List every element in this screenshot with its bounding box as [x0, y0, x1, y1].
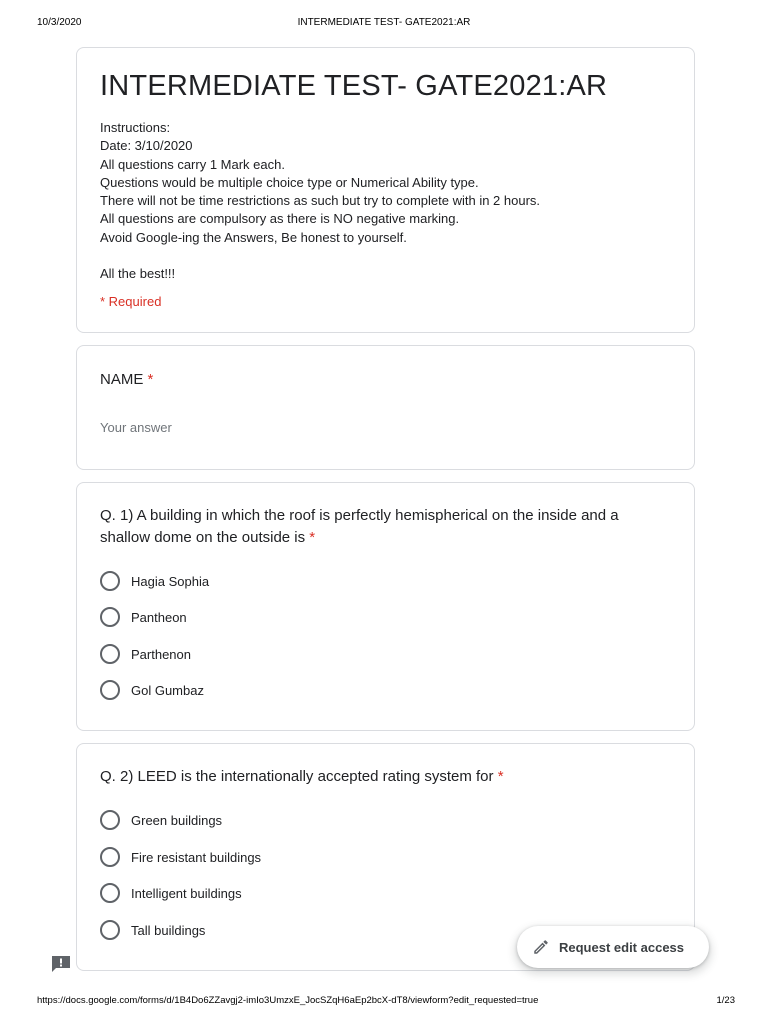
instruction-line: All the best!!! [100, 266, 176, 282]
q1-card [76, 482, 695, 731]
name-question-card [76, 345, 695, 470]
radio-button[interactable] [100, 571, 120, 591]
print-page-number: 1/23 [716, 995, 735, 1006]
form-header-card [76, 47, 695, 333]
request-edit-access-button[interactable] [517, 926, 709, 968]
question-title [100, 505, 670, 548]
instruction-line [100, 247, 540, 265]
question-text: NAME [100, 371, 144, 388]
option-label: Green buildings [131, 812, 223, 828]
instruction-line: There will not be time restrictions as such but try to complete with in 2 hours. [100, 193, 541, 209]
required-asterisk: * [497, 768, 504, 785]
form-title: INTERMEDIATE TEST- GATE2021:AR [100, 70, 608, 102]
instruction-line: Questions would be multiple choice type or Numerical Ability type. [100, 174, 479, 190]
pencil-icon [532, 938, 550, 956]
radio-button[interactable] [100, 644, 120, 664]
radio-button[interactable] [100, 810, 120, 830]
radio-button[interactable] [100, 607, 120, 627]
option-label: Parthenon [131, 646, 191, 662]
question-text: Q. 2) LEED is the internationally accepted rating system for [100, 768, 494, 785]
instruction-line: All questions carry 1 Mark each. [100, 156, 285, 172]
option-label: Intelligent buildings [131, 885, 242, 901]
instruction-line: Avoid Google-ing the Answers, Be honest to yourself. [100, 229, 407, 245]
q2-option-fire-resistant[interactable] [100, 846, 261, 868]
option-label: Tall buildings [131, 922, 206, 938]
radio-button[interactable] [100, 883, 120, 903]
radio-button[interactable] [100, 847, 120, 867]
question-text: Q. 1) A building in which the roof is perfectly hemispherical on the inside and a shallow dome on the outside is [100, 507, 619, 546]
q1-option-parthenon[interactable] [100, 643, 191, 665]
option-label: Pantheon [131, 609, 187, 625]
print-date: 10/3/2020 [37, 17, 82, 28]
q1-option-pantheon[interactable] [100, 606, 187, 628]
radio-button[interactable] [100, 920, 120, 940]
option-label: Hagia Sophia [131, 573, 210, 589]
q2-option-intelligent[interactable] [100, 882, 242, 904]
required-asterisk: * [309, 528, 316, 546]
form-instructions [100, 119, 540, 284]
print-url: https://docs.google.com/forms/d/1B4Do6ZZavgj2-imIo3UmzxE_JocSZqH6aEp2bcX-dT8/viewform?edit_requested=true [37, 995, 539, 1006]
radio-button[interactable] [100, 680, 120, 700]
required-asterisk: * [147, 371, 154, 388]
q1-option-hagia-sophia[interactable] [100, 570, 209, 592]
q1-option-gol-gumbaz[interactable] [100, 679, 204, 701]
required-note: * Required [100, 294, 162, 309]
option-label: Fire resistant buildings [131, 849, 262, 865]
instruction-line: Date: 3/10/2020 [100, 138, 193, 154]
name-answer-input[interactable]: Your answer [100, 420, 172, 435]
q2-option-green-buildings[interactable] [100, 809, 222, 831]
print-title: INTERMEDIATE TEST- GATE2021:AR [297, 17, 471, 28]
question-title [100, 369, 670, 391]
print-footer [0, 995, 768, 1009]
question-title [100, 766, 670, 788]
q2-option-tall[interactable] [100, 919, 205, 941]
instruction-line: All questions are compulsory as there is NO negative marking. [100, 211, 460, 227]
print-header [0, 17, 768, 31]
request-edit-access-label: Request edit access [559, 939, 685, 955]
feedback-icon[interactable] [51, 955, 71, 973]
option-label: Gol Gumbaz [131, 682, 204, 698]
instruction-line: Instructions: [100, 120, 171, 135]
